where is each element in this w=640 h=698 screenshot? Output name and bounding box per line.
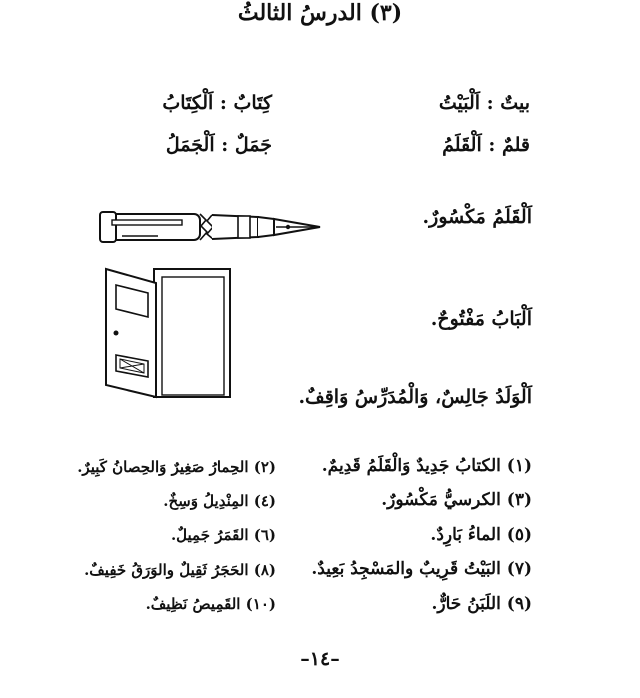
vocab-bayt: بيتٌ : اَلْبَيْتُ	[438, 92, 530, 114]
exercise-10: (١٠) القَمِيصُ نَظِيفٌ.	[145, 595, 276, 613]
exercise-3: (٣) الكرسيُّ مَكْسُورٌ.	[381, 490, 532, 510]
exercise-1: (١) الكتابُ جَدِيدٌ وَالْقَلَمُ قَدِيمٌ.	[321, 456, 532, 476]
exercise-7: (٧) البَيْتُ قَرِيبٌ والمَسْجِدُ بَعِيدٌ.	[311, 559, 532, 579]
exercise-6: (٦) القَمَرُ جَمِيلٌ.	[170, 526, 276, 544]
sentence-boy-teacher: اَلْوَلَدُ جَالِسٌ، وَالْمُدَرِّسُ وَاقِفٌ.	[298, 386, 532, 408]
page-number: –١٤–	[300, 648, 340, 670]
vocab-jamal: جَمَلٌ : اَلْجَمَلُ	[165, 134, 272, 156]
broken-pen-illustration	[98, 206, 323, 250]
exercise-8: (٨) الحَجَرُ ثَقِيلٌ والوَرَقُ خَفِيفٌ.	[84, 561, 276, 579]
vocab-qalam: قلمٌ : اَلْقَلَمُ	[442, 134, 530, 156]
exercise-9: (٩) اللَبَنُ حَارٌّ.	[431, 594, 532, 614]
sentence-door-open: اَلْبَابُ مَفْتُوحٌ.	[430, 308, 532, 330]
open-door-illustration	[104, 265, 234, 400]
exercise-2: (٢) الحِمارُ صَغِيرٌ وَالحِصانُ كَبِيرٌ.	[77, 458, 276, 476]
lesson-title: (٣) الدرسُ الثالثُ	[237, 0, 403, 26]
vocab-kitab: كِتَابٌ : اَلْكِتَابُ	[162, 92, 272, 114]
sentence-pen-broken: اَلْقَلَمُ مَكْسُورٌ.	[422, 206, 532, 228]
exercise-4: (٤) المِنْدِيلُ وَسِخٌ.	[163, 492, 276, 510]
exercise-5: (٥) الماءُ بَارِدٌ.	[430, 525, 532, 545]
